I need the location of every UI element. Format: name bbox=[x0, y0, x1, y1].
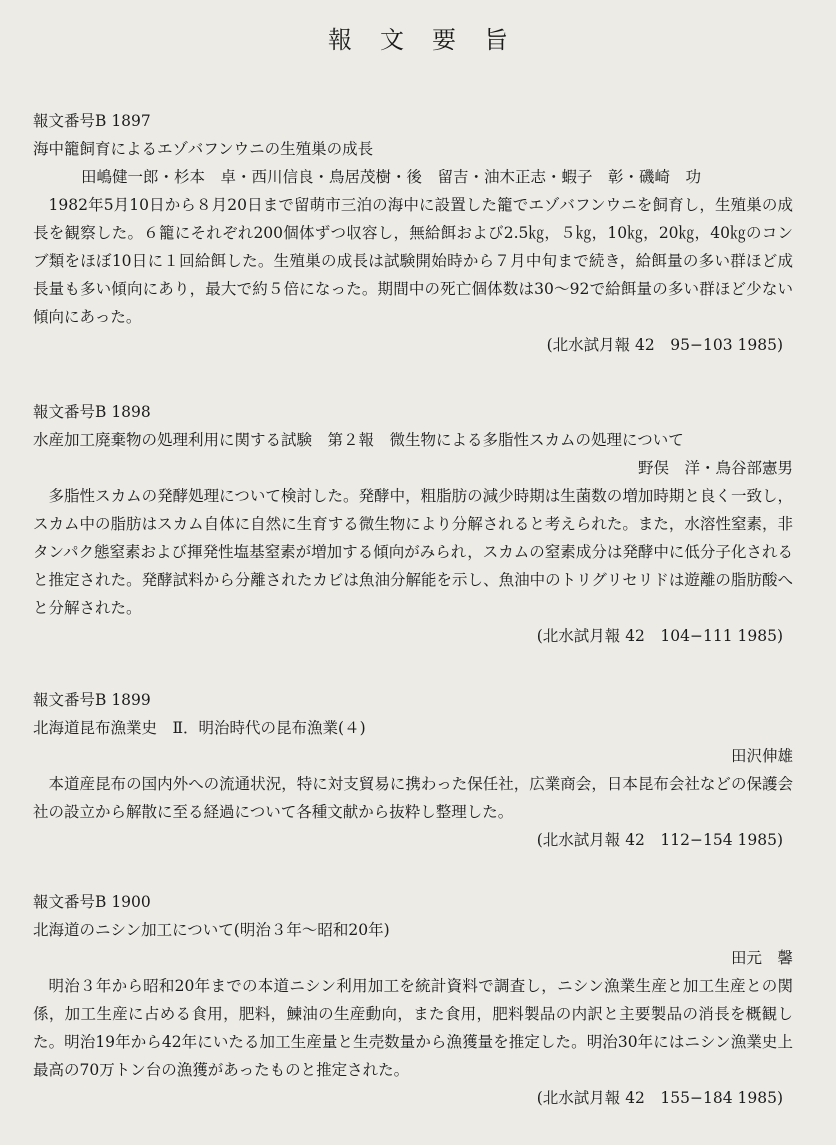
report-authors: 野俣 洋・鳥谷部憲男 bbox=[637, 459, 793, 477]
report-authors: 田元 馨 bbox=[730, 949, 793, 967]
report-abstract: 明治３年から昭和20年までの本道ニシン利用加工を統計資料で調査し，ニシン漁業生産と加工生産との関係，加工生産に占める食用，肥料，鰊油の生産動向，また食用，肥料製品の内訳と主要製品の消長を概観した。明治19年から42年にいたる加工生産量と生売数量から漁獲量を推定した。明治30年にはニシン漁業史上最高の70万トン台の漁獲があったものと推定された。 bbox=[33, 977, 793, 1079]
report-title: 水産加工廃棄物の処理利用に関する試験 第２報 微生物による多脂性スカムの処理について bbox=[33, 431, 684, 449]
report-number: 報文番号B 1897 bbox=[33, 112, 151, 130]
report-abstract: 本道産昆布の国内外への流通状況，特に対支貿易に携わった保任社，広業商会，日本昆布会社などの保護会社の設立から解散に至る経過について各種文献から抜粋し整理した。 bbox=[33, 775, 793, 821]
report-title: 北海道のニシン加工について(明治３年～昭和20年) bbox=[33, 921, 390, 939]
report-abstract: 1982年5月10日から８月20日まで留萌市三泊の海中に設置した籠でエゾバフンウニを飼育し，生殖巣の成長を観察した。６籠にそれぞれ200個体ずつ収容し，無給餌および2.5㎏，５㎏，10㎏，20㎏，40㎏のコンブ類をほぼ10日に１回給餌した。生殖巣の成長は試験開始時から７月中旬まで続き，給餌量の多い群ほど成長量も多い傾向にあり，最大で約５倍になった。期間中の死亡個体数は30～92で給餌量の多い群ほど少ない傾向にあった。 bbox=[33, 196, 793, 326]
report-citation: (北水試月報 42 155−184 1985) bbox=[536, 1089, 783, 1107]
report-authors: 田嶋健一郎・杉本 卓・西川信良・鳥居茂樹・後 留吉・油木正志・蝦子 彰・磯崎 功 bbox=[81, 168, 702, 186]
report-citation: (北水試月報 42 95−103 1985) bbox=[546, 336, 783, 354]
report-citation: (北水試月報 42 112−154 1985) bbox=[536, 831, 783, 849]
report-citation: (北水試月報 42 104−111 1985) bbox=[536, 627, 783, 645]
abstract-entry-1900 bbox=[33, 888, 793, 1112]
report-authors: 田沢伸雄 bbox=[730, 747, 793, 765]
report-title: 北海道昆布漁業史 Ⅱ．明治時代の昆布漁業(４) bbox=[33, 719, 366, 737]
report-number: 報文番号B 1899 bbox=[33, 691, 151, 709]
abstract-entry-1897 bbox=[33, 107, 793, 359]
report-number: 報文番号B 1898 bbox=[33, 403, 151, 421]
abstract-entry-1899 bbox=[33, 686, 793, 854]
page-title: 報文要旨 bbox=[328, 26, 536, 54]
report-title: 海中籠飼育によるエゾバフンウニの生殖巣の成長 bbox=[33, 140, 374, 158]
report-abstract: 多脂性スカムの発酵処理について検討した。発酵中，粗脂肪の減少時期は生菌数の増加時期と良く一致し，スカム中の脂肪はスカム自体に自然に生育する微生物により分解されると考えられた。また，水溶性窒素，非タンパク態窒素および揮発性塩基窒素が増加する傾向がみられ，スカムの窒素成分は発酵中に低分子化されると推定された。発酵試料から分離されたカビは魚油分解能を示し、魚油中のトリグリセリドは遊離の脂肪酸へと分解された。 bbox=[33, 487, 793, 617]
abstract-entry-1898 bbox=[33, 398, 793, 650]
report-number: 報文番号B 1900 bbox=[33, 893, 151, 911]
